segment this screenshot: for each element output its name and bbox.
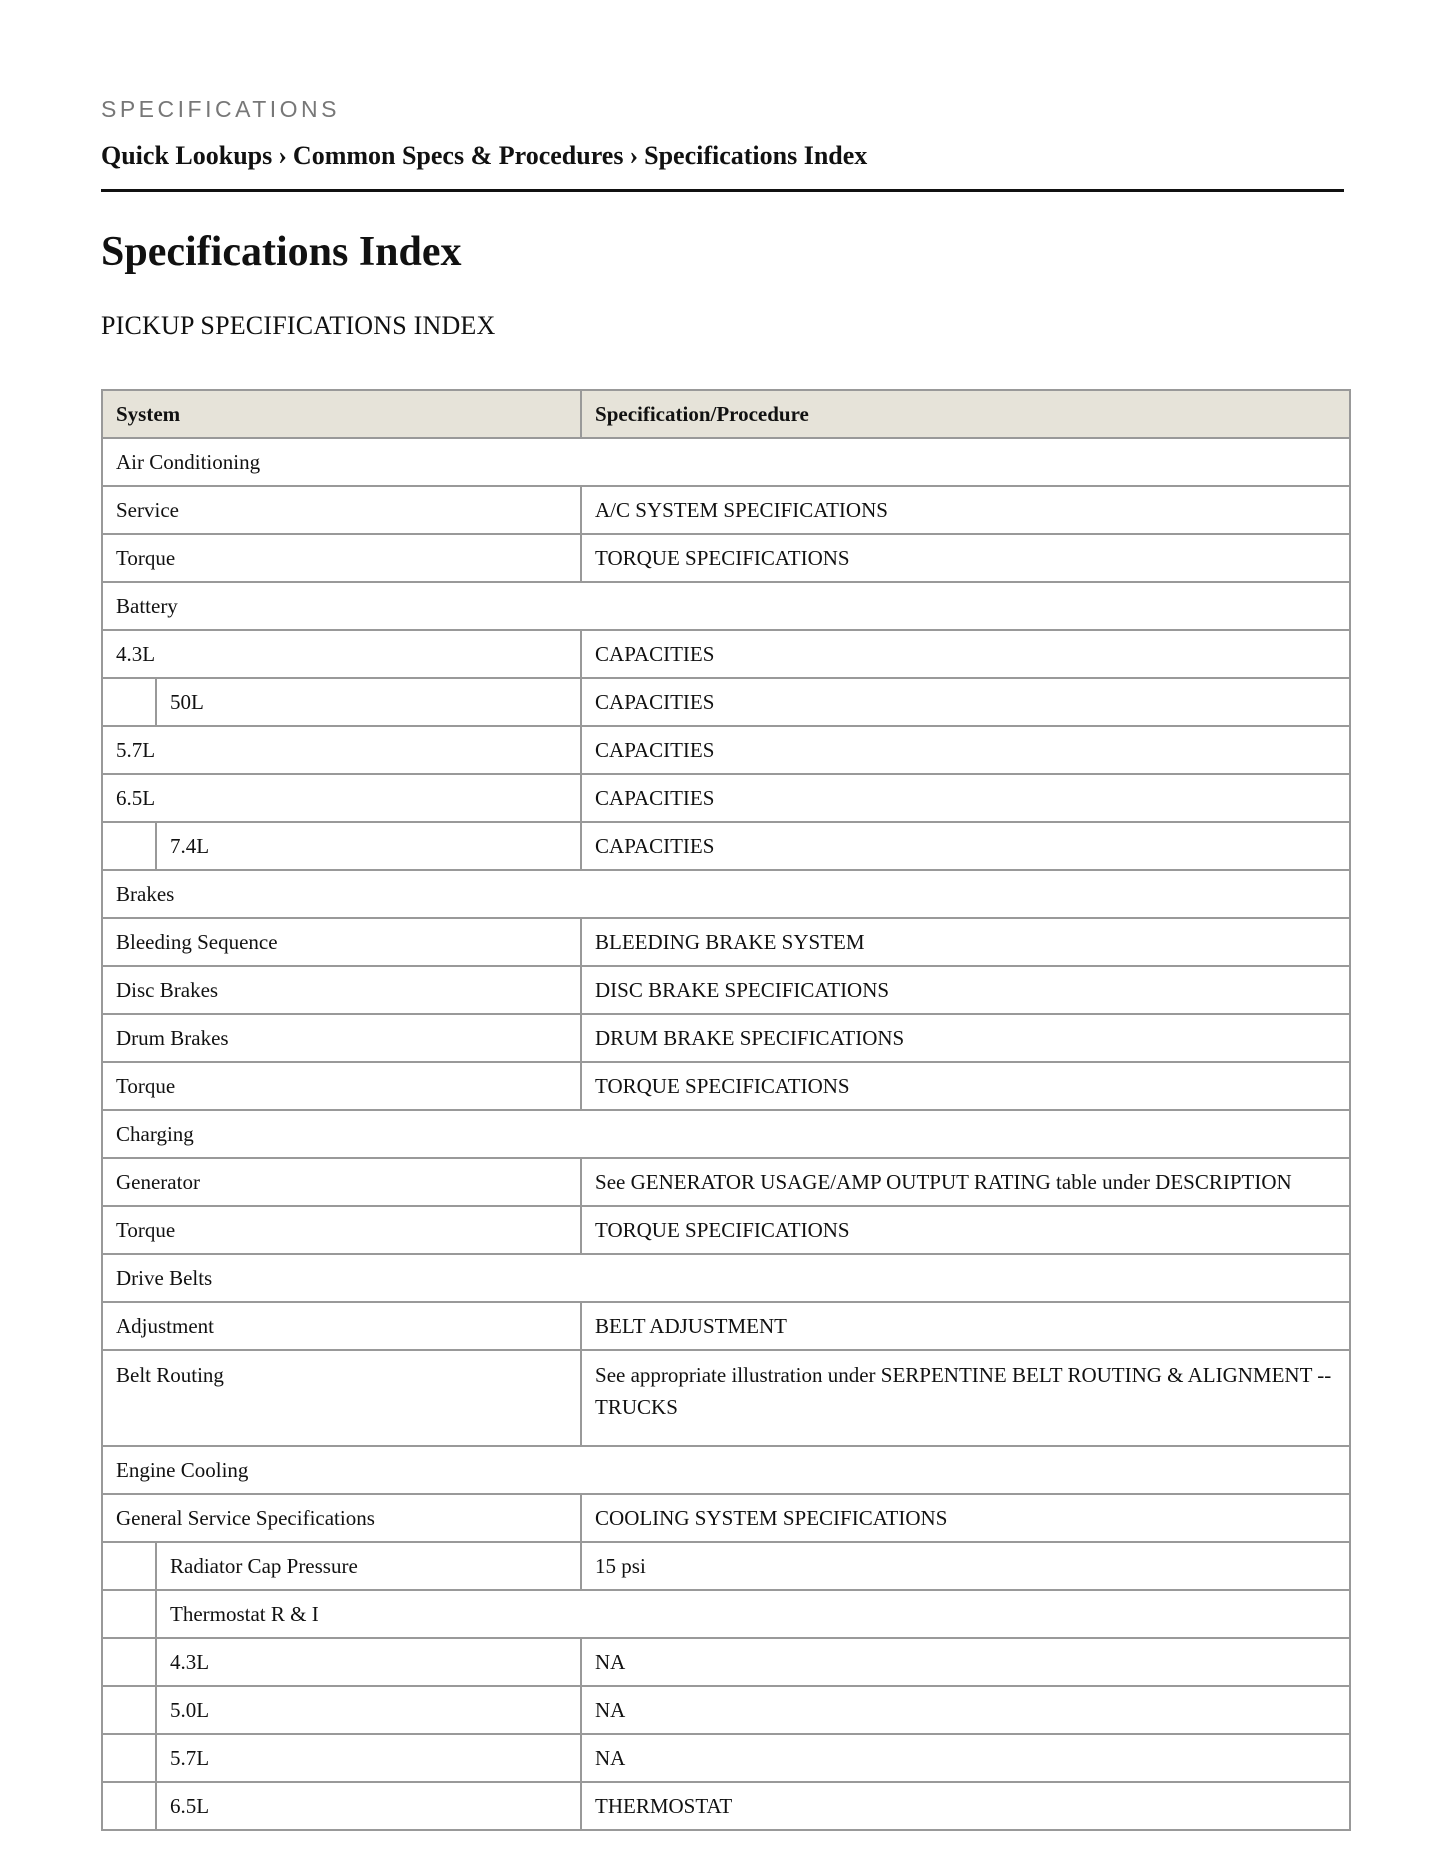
indent-spacer-cell (102, 822, 156, 870)
spec-cell[interactable]: CAPACITIES (581, 774, 1350, 822)
table-row (102, 630, 1350, 678)
system-cell: 6.5L (102, 774, 581, 822)
spec-cell[interactable]: CAPACITIES (581, 726, 1350, 774)
table-row (102, 1014, 1350, 1062)
system-cell: 4.3L (102, 630, 581, 678)
indent-spacer-cell (102, 1542, 156, 1590)
table-header-row (102, 390, 1350, 438)
indent-spacer-cell (102, 1590, 156, 1638)
system-cell: Bleeding Sequence (102, 918, 581, 966)
breadcrumb (101, 141, 1344, 192)
system-cell: Belt Routing (102, 1350, 581, 1446)
table-row (102, 1302, 1350, 1350)
indent-spacer-cell (102, 1686, 156, 1734)
table-row (102, 774, 1350, 822)
table-row (102, 726, 1350, 774)
table-row (102, 438, 1350, 486)
system-cell: Torque (102, 1206, 581, 1254)
system-cell: 6.5L (156, 1782, 581, 1830)
table-row (102, 1782, 1350, 1830)
column-header-specification: Specification/Procedure (581, 390, 1350, 438)
system-group-cell: Air Conditioning (102, 438, 1350, 486)
spec-cell[interactable]: NA (581, 1686, 1350, 1734)
breadcrumb-item-common-specs[interactable]: Common Specs & Procedures (292, 141, 624, 170)
table-row (102, 1446, 1350, 1494)
spec-cell[interactable]: A/C SYSTEM SPECIFICATIONS (581, 486, 1350, 534)
section-kicker: SPECIFICATIONS (101, 96, 340, 122)
table-row (102, 582, 1350, 630)
system-group-cell: Engine Cooling (102, 1446, 1350, 1494)
system-cell: 4.3L (156, 1638, 581, 1686)
spec-cell[interactable]: See GENERATOR USAGE/AMP OUTPUT RATING table under DESCRIPTION (581, 1158, 1350, 1206)
table-row (102, 678, 1350, 726)
spec-cell[interactable]: CAPACITIES (581, 630, 1350, 678)
system-cell: General Service Specifications (102, 1494, 581, 1542)
table-row (102, 822, 1350, 870)
system-group-cell: Battery (102, 582, 1350, 630)
table-row (102, 1542, 1350, 1590)
system-cell: Disc Brakes (102, 966, 581, 1014)
table-row (102, 1158, 1350, 1206)
breadcrumb-item-quick-lookups[interactable]: Quick Lookups (101, 141, 273, 170)
page-subtitle: PICKUP SPECIFICATIONS INDEX (101, 311, 496, 340)
spec-cell[interactable]: 15 psi (581, 1542, 1350, 1590)
table-row (102, 534, 1350, 582)
table-row (102, 918, 1350, 966)
table-row (102, 1494, 1350, 1542)
system-cell: Service (102, 486, 581, 534)
system-cell: Drum Brakes (102, 1014, 581, 1062)
table-row (102, 1206, 1350, 1254)
indent-spacer-cell (102, 1734, 156, 1782)
spec-cell[interactable]: NA (581, 1734, 1350, 1782)
spec-cell[interactable]: TORQUE SPECIFICATIONS (581, 1206, 1350, 1254)
system-cell: 5.7L (156, 1734, 581, 1782)
system-cell: 50L (156, 678, 581, 726)
system-cell: 5.0L (156, 1686, 581, 1734)
system-cell: Adjustment (102, 1302, 581, 1350)
breadcrumb-item-specifications-index: Specifications Index (644, 141, 868, 170)
table-row (102, 1062, 1350, 1110)
system-cell: 5.7L (102, 726, 581, 774)
spec-cell[interactable]: TORQUE SPECIFICATIONS (581, 1062, 1350, 1110)
table-body (102, 438, 1350, 1830)
breadcrumb-separator: › (629, 141, 639, 170)
system-cell: 7.4L (156, 822, 581, 870)
spec-cell[interactable]: CAPACITIES (581, 678, 1350, 726)
spec-cell[interactable]: COOLING SYSTEM SPECIFICATIONS (581, 1494, 1350, 1542)
spec-cell[interactable]: See appropriate illustration under SERPENTINE BELT ROUTING & ALIGNMENT -- TRUCKS (581, 1350, 1350, 1446)
table-row (102, 1734, 1350, 1782)
spec-cell[interactable]: CAPACITIES (581, 822, 1350, 870)
spec-cell[interactable]: TORQUE SPECIFICATIONS (581, 534, 1350, 582)
spec-cell[interactable]: THERMOSTAT (581, 1782, 1350, 1830)
spec-cell[interactable]: DISC BRAKE SPECIFICATIONS (581, 966, 1350, 1014)
spec-cell[interactable]: DRUM BRAKE SPECIFICATIONS (581, 1014, 1350, 1062)
system-subgroup-cell: Thermostat R & I (156, 1590, 1350, 1638)
table-row (102, 1254, 1350, 1302)
system-cell: Generator (102, 1158, 581, 1206)
table-row (102, 1110, 1350, 1158)
spec-cell[interactable]: NA (581, 1638, 1350, 1686)
system-group-cell: Drive Belts (102, 1254, 1350, 1302)
system-cell: Torque (102, 1062, 581, 1110)
table-row (102, 1350, 1350, 1446)
system-group-cell: Charging (102, 1110, 1350, 1158)
table-row (102, 1686, 1350, 1734)
system-cell: Radiator Cap Pressure (156, 1542, 581, 1590)
table-row (102, 870, 1350, 918)
spec-cell[interactable]: BELT ADJUSTMENT (581, 1302, 1350, 1350)
system-cell: Torque (102, 534, 581, 582)
page-title: Specifications Index (101, 229, 462, 275)
specifications-table (101, 389, 1351, 1831)
system-group-cell: Brakes (102, 870, 1350, 918)
indent-spacer-cell (102, 1638, 156, 1686)
column-header-system: System (102, 390, 581, 438)
table-row (102, 1590, 1350, 1638)
breadcrumb-separator: › (278, 141, 287, 170)
indent-spacer-cell (102, 678, 156, 726)
table-row (102, 486, 1350, 534)
table-row (102, 966, 1350, 1014)
spec-cell[interactable]: BLEEDING BRAKE SYSTEM (581, 918, 1350, 966)
indent-spacer-cell (102, 1782, 156, 1830)
table-row (102, 1638, 1350, 1686)
